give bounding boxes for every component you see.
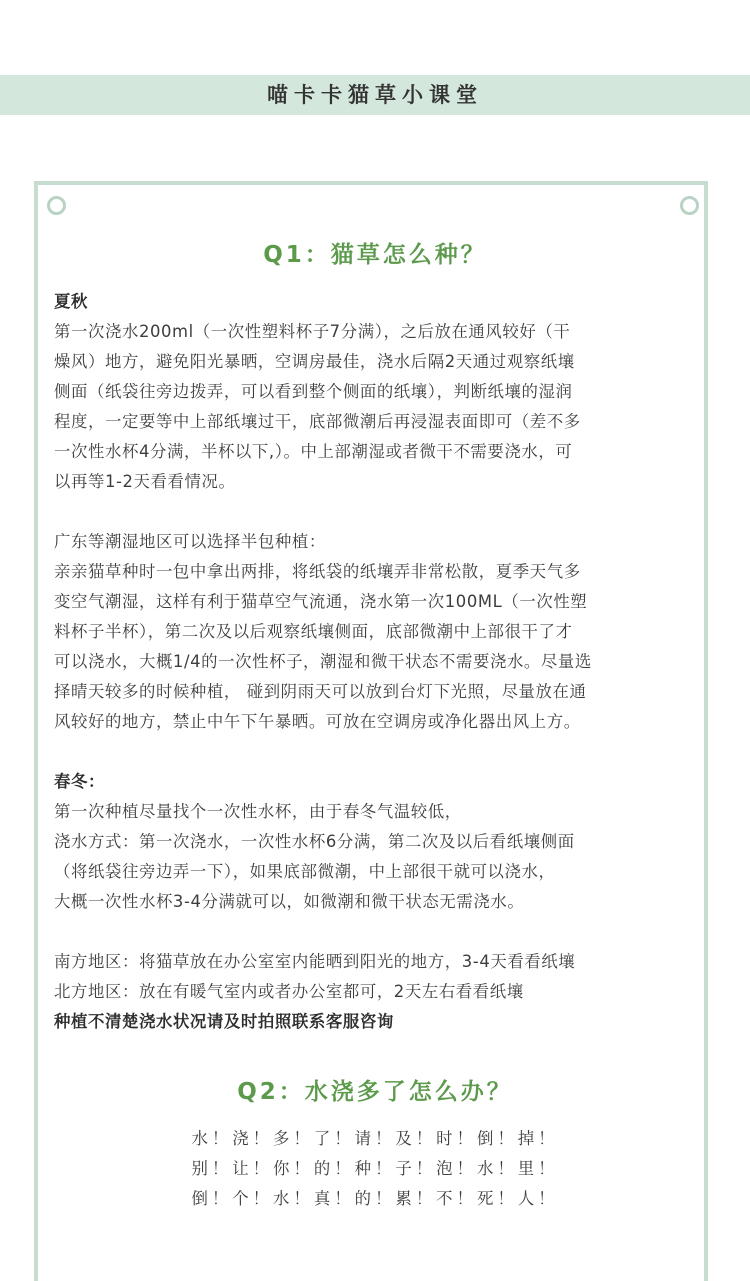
q2-answer-line: 别！让！你！的！种！子！泡！水！里！	[191, 1159, 559, 1178]
guangdong-line: 择晴天较多的时候种植， 碰到阴雨天可以放到台灯下光照，尽量放在通	[54, 682, 587, 701]
summer-autumn-heading: 夏秋	[54, 292, 88, 311]
guangdong-line: 风较好的地方，禁止中午下午暴晒。可放在空调房或净化器出风上方。	[54, 712, 581, 731]
contact-support-note: 种植不清楚浇水状况请及时拍照联系客服咨询	[54, 1012, 394, 1031]
regions-section	[54, 947, 694, 1037]
q2-answer	[0, 1124, 750, 1214]
guangdong-line: 广东等潮湿地区可以选择半包种植：	[54, 532, 326, 551]
spring-winter-heading: 春冬：	[54, 772, 105, 791]
summer-autumn-line: 第一次浇水200ml（一次性塑料杯子7分满），之后放在通风较好（干	[54, 322, 571, 341]
q1-title: Q1：猫草怎么种？	[263, 242, 487, 268]
region-line: 南方地区：将猫草放在办公室室内能晒到阳光的地方，3-4天看看纸壤	[54, 952, 576, 971]
guangdong-line: 变空气潮湿，这样有利于猫草空气流通，浇水第一次100ML（一次性塑	[54, 592, 588, 611]
guangdong-line: 料杯子半杯），第二次及以后观察纸壤侧面，底部微潮中上部很干了才	[54, 622, 573, 641]
summer-autumn-section	[54, 287, 694, 497]
region-line: 北方地区：放在有暖气室内或者办公室都可，2天左右看看纸壤	[54, 982, 524, 1001]
spring-winter-line: （将纸袋往旁边弄一下），如果底部微潮，中上部很干就可以浇水，	[54, 862, 556, 881]
spring-winter-line: 第一次种植尽量找个一次性水杯，由于春冬气温较低，	[54, 802, 462, 821]
summer-autumn-line: 侧面（纸袋往旁边拨弄，可以看到整个侧面的纸壤），判断纸壤的湿润	[54, 382, 573, 401]
ring-decoration-right-icon	[680, 196, 699, 215]
q2-answer-line: 水！浇！多！了！请！及！时！倒！掉！	[191, 1129, 559, 1148]
spring-winter-line: 浇水方式：第一次浇水，一次性水杯6分满，第二次及以后看纸壤侧面	[54, 832, 575, 851]
summer-autumn-line: 程度，一定要等中上部纸壤过干，底部微潮后再浸湿表面即可（差不多	[54, 412, 581, 431]
q2-title: Q2：水浇多了怎么办？	[237, 1079, 513, 1105]
spring-winter-section	[54, 767, 694, 917]
guangdong-section	[54, 527, 694, 737]
summer-autumn-line: 燥风）地方，避免阳光暴晒，空调房最佳，浇水后隔2天通过观察纸壤	[54, 352, 575, 371]
guangdong-line: 可以浇水，大概1/4的一次性杯子，潮湿和微干状态不需要浇水。尽量选	[54, 652, 592, 671]
course-banner	[0, 75, 750, 115]
summer-autumn-line: 以再等1-2天看看情况。	[54, 472, 236, 491]
ring-decoration-left-icon	[47, 196, 66, 215]
summer-autumn-line: 一次性水杯4分满，半杯以下,）。中上部潮湿或者微干不需要浇水，可	[54, 442, 573, 461]
course-title: 喵卡卡猫草小课堂	[267, 83, 483, 107]
spring-winter-line: 大概一次性水杯3-4分满就可以，如微潮和微干状态无需浇水。	[54, 892, 525, 911]
guangdong-line: 亲亲猫草种时一包中拿出两排，将纸袋的纸壤弄非常松散，夏季天气多	[54, 562, 581, 581]
q2-answer-line: 倒！个！水！真！的！累！不！死！人！	[191, 1189, 559, 1208]
